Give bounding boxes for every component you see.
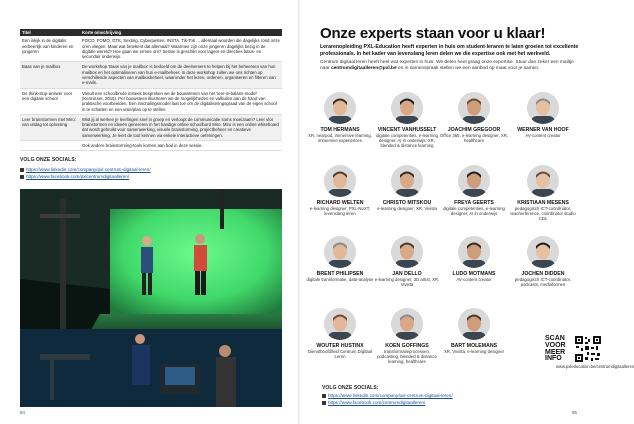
expert-role: XR, Vivista, e-learning designer (443, 349, 505, 354)
facebook-link[interactable] (322, 400, 425, 405)
expert-role: e-learning designer, 3D artist, XR, Vivista (374, 277, 440, 287)
table-cell-desc: Ook andere brainstorming-tools komen aan bod in deze sessie. (80, 141, 282, 151)
expert-card (509, 165, 577, 221)
table-cell-title (20, 141, 80, 151)
expert-card (306, 92, 374, 143)
table-cell-title: Een inkijk in de digitalis verbeerlijk van kinderen en jongeren (20, 36, 80, 62)
expert-card (306, 308, 374, 359)
expert-card (373, 236, 441, 287)
studio-photo-illustration (20, 189, 282, 407)
expert-photo (527, 165, 559, 197)
table-header-title: Titel (20, 29, 80, 36)
expert-name: FREYA GEERTS (454, 200, 494, 206)
table-row (20, 62, 282, 88)
body-text (320, 60, 583, 72)
linkedin-icon (20, 168, 24, 172)
expert-photo (324, 236, 356, 268)
linkedin-link[interactable] (20, 167, 151, 172)
expert-name: WERNER VAN HOOF (517, 127, 569, 133)
expert-name: JOACHIM GREGOOR (447, 127, 501, 133)
table-cell-desc: FOCO, FOMO, GTK, Sexting, Cyberpesten, INSTA, Tik-Tok ... allemaal woorden die dagelijks rond onze oren vliegen. Maar wat betekent dat allemaal? Waarmee zijn onze jongeren dagelijks bezig in de digitale wereld? Hoe gaan we ermee om? Sessie is geschikt voor lagere en directies basis- en secundair onderwijs. (80, 36, 282, 62)
expert-name: RICHARD WELTEN (316, 200, 364, 206)
expert-card (306, 165, 374, 216)
facebook-link-text: https://www.facebook.com/pxlcentrumdigitaalleren/ (26, 174, 130, 179)
expert-photo (391, 92, 423, 124)
expert-name: KRISTIAAN MESENS (517, 200, 569, 206)
expert-role: pedagogisch ICT-coördinator, podcasts, mediaformen (514, 277, 572, 287)
contact-email[interactable]: centrumdigitaalleren@pxl.be (330, 66, 397, 71)
expert-role: digitale competenties, e-learning designer, AI in onderwijs, XR, blended & distance learning (376, 133, 438, 148)
expert-name: BRENT PHILIPSEN (316, 271, 364, 277)
expert-role: Diensthoofd/leid Centrum Digitaal Leren (307, 349, 372, 359)
expert-photo (391, 308, 423, 340)
expert-card (509, 92, 577, 138)
facebook-link-text: https://www.facebook.com/centrumdigitaalleren/ (328, 400, 426, 405)
expert-photo (324, 92, 356, 124)
expert-photo (391, 165, 423, 197)
facebook-icon (20, 175, 24, 179)
intro-text: Lerarenopleiding PXL-Education heeft experten in huis om student-leraren te laten groeien tot excellente professionals. In het kader van levenslang leren delen we die expertise ook met het werkveld. (320, 44, 579, 57)
expert-card (440, 236, 508, 282)
table-header-desc: Korte omschrijving (80, 29, 282, 36)
socials-heading: VOLG ONZE SOCIALS: (20, 157, 77, 163)
linkedin-link-text: https://www.linkedin.com/company/pxl-centrum-digitaal-leren/ (328, 393, 453, 398)
scan-line: SCAN (545, 335, 565, 342)
expert-card (440, 308, 508, 354)
table-row (20, 114, 282, 140)
expert-role: e-learning designer, PXL-NuXT, levenslang leren (309, 206, 371, 216)
table-cell-title: Baas van je mailbox (20, 62, 80, 88)
table-cell-desc: Vanuit een schoolbrede insteek bespreken we de bouwstenen van het 'leer-in-balans-model' (Kennisnet, 2015). Per bouwsteen illustreren we de mogelijkheden en valkuilen aan de hand van praktische voorbeelden. Een inschalingsmodel laat toe om de digitaliseringsgraad van de eigen school in te schatten en een visie/plan op te stellen. (80, 88, 282, 114)
expert-name: JOCHEN DIDDEN (521, 271, 565, 277)
expert-name: CHRISTO MITSKOU (382, 200, 432, 206)
expert-name: KOEN GOFFINGS (385, 343, 429, 349)
expert-card (306, 236, 374, 282)
expert-card (373, 92, 441, 148)
expert-role: pedagogisch ICT-coördinator, teacherference, coördinator studio CDL (510, 206, 576, 221)
expert-photo (391, 236, 423, 268)
scan-line: VOOR (545, 341, 566, 349)
expert-role: e-learning designer, XR, Vivista (377, 206, 437, 211)
expert-photo (527, 92, 559, 124)
expert-card (373, 165, 441, 211)
studio-photo (20, 189, 282, 407)
table-cell-title: Leer brainstormen met Miro: van uitdag tot oplossing (20, 114, 80, 140)
table-row (20, 88, 282, 114)
expert-name: WOUTER HUSTINX (316, 343, 364, 349)
linkedin-icon (322, 394, 326, 398)
expert-name: LUDO MOTMANS (452, 271, 496, 277)
expert-photo (458, 236, 490, 268)
linkedin-link[interactable] (322, 393, 453, 398)
expert-photo (527, 236, 559, 268)
page-number-right: 85 (572, 410, 578, 415)
expert-name: BART MOLEMANS (450, 343, 498, 349)
expert-card (373, 308, 441, 364)
expert-card (509, 236, 577, 287)
expert-photo (324, 308, 356, 340)
table-header-row (20, 29, 282, 36)
expert-name: JAN DELLO (392, 271, 422, 277)
expert-role: Office 365, e-learning designer, XR, healthcare (440, 133, 508, 143)
expert-role: AV-content creator (525, 133, 561, 138)
expert-card (440, 165, 508, 216)
expert-photo (458, 165, 490, 197)
body-text-2: en in samenspraak stellen we een aanbod op maat voor je samen. (396, 66, 540, 71)
right-page (300, 0, 634, 424)
page-number-left: 84 (20, 410, 26, 415)
scan-line: MEER (545, 348, 566, 356)
expert-photo (458, 92, 490, 124)
page-headline: Onze experts staan voor u klaar! (320, 25, 546, 42)
expert-name: TOM HERMANS (320, 127, 360, 133)
expert-role: AV-content creator (456, 277, 492, 282)
linkedin-link-text: https://www.linkedin.com/company/pxl-centrum-digitaal-leren/ (26, 167, 151, 172)
expert-name: VINCENT VANHUSSELT (377, 127, 437, 133)
qr-code-icon[interactable] (575, 336, 601, 362)
table-row (20, 36, 282, 62)
qr-caption: www.pxleducation.be/centrumdigitaalleren (556, 364, 634, 369)
facebook-icon (322, 401, 326, 405)
course-table (20, 29, 282, 151)
scan-line: INFO (545, 355, 562, 363)
body-text-1: Centrum digitaal leren heeft heel wat experten in huis. We delen heel graag onze expertise. Stuur dan zeker een mailtje naar (320, 60, 574, 71)
socials-heading: VOLG ONZE SOCIALS: (322, 385, 379, 391)
left-page (0, 0, 300, 424)
table-cell-title: De think-stop-answer voor een digitale school (20, 88, 80, 114)
table-cell-desc: Wist jij al werken je leerlingen snel in groep en verloopt de communicatie soms moeizaam? Leer vlot brainstormen en ideeën genereren in het handige online schoolbord Miro. Miro is een online whiteboard dat wordt gebruikt voor samenwerking, visuele brainstorming, projectbeheer en creatieve samenwerking. Je leert de tool kennen via enkele interactieve oefeningen. (80, 114, 282, 140)
scan-info-text (545, 336, 575, 363)
facebook-link[interactable] (20, 174, 129, 179)
expert-card (440, 92, 508, 143)
expert-photo (458, 308, 490, 340)
expert-photo (324, 165, 356, 197)
table-cell-desc: De workshop 'Baas van je mailbox' is bedoeld om de deelnemers te helpen bij het beheersen van hun mailbox en het optimaliseren van hun e-mailbeheer. In deze workshop zullen we ons richten op verschillende aspecten van mailboxbeheer, waaronder het lezen, ordenen, organiseren en filteren van e-mails. (80, 62, 282, 88)
expert-role: XR, nearpod, immersive learning, immersive experiences (308, 133, 372, 143)
expert-role: transformatieprocessen, podcasting, blended & distance learning, healthcare (377, 349, 437, 364)
expert-role: digitale competenties, e-learning designer, AI in onderwijs (443, 206, 505, 216)
expert-role: digitale transformatie, data-analyse (306, 277, 374, 282)
table-row (20, 141, 282, 151)
